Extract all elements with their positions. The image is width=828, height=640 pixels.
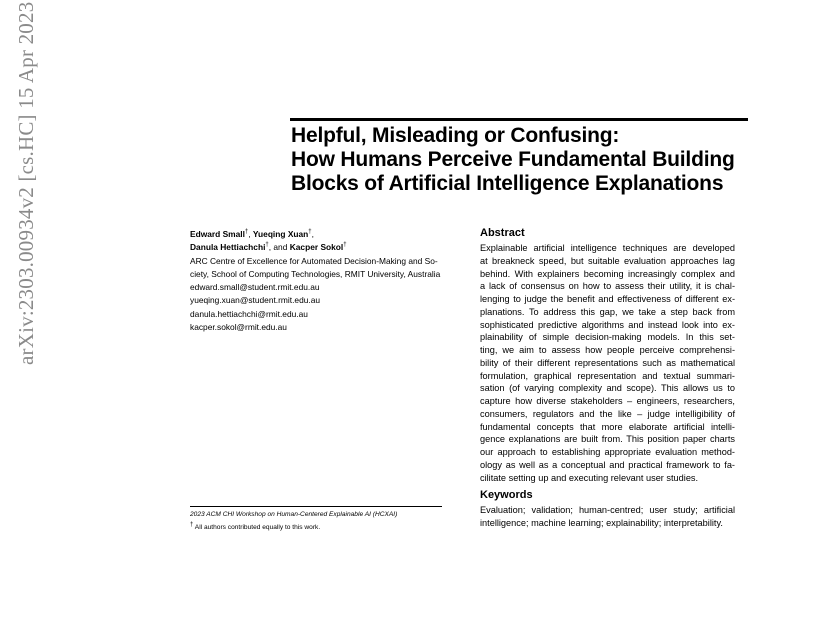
abstract-line: bility of their different representations such as mathematical <box>480 357 735 368</box>
abstract-line: cilitate setting up and executing relevant user studies. <box>480 472 699 483</box>
keywords-body <box>480 504 735 530</box>
author-names-row-2 <box>190 241 452 254</box>
author-name: Edward Small <box>190 229 245 239</box>
abstract-line: consumers, regulators and the like – judge intelligibility of <box>480 408 735 419</box>
author-block <box>190 228 452 334</box>
abstract-line: sophisticated predictive algorithms and instead look into ex- <box>480 319 735 330</box>
author-separator: , and <box>268 242 290 253</box>
paper-title <box>291 124 751 196</box>
abstract-heading: Abstract <box>480 227 525 239</box>
author-email: edward.small@student.rmit.edu.au <box>190 282 320 293</box>
author-email: danula.hettiachchi@rmit.edu.au <box>190 308 308 319</box>
abstract-line: Explainable artificial intelligence techniques are developed <box>480 243 735 253</box>
affiliation-line: ARC Centre of Excellence for Automated Decision-Making and So- <box>190 255 438 266</box>
author-email: yueqing.xuan@student.rmit.edu.au <box>190 295 321 306</box>
abstract-line: our approach to establishing appropriate evaluation method- <box>480 447 735 457</box>
affiliation-line: ciety, School of Computing Technologies, RMIT University, Australia <box>190 268 441 279</box>
keywords-heading: Keywords <box>480 489 533 501</box>
abstract-line: ology as well as a conceptual and practical framework to fa- <box>480 459 735 470</box>
author-names-row-1 <box>190 228 452 241</box>
abstract-line: ting, we aim to assess how people perceive comprehensi- <box>480 345 735 355</box>
equal-contribution-mark: † <box>343 242 347 249</box>
author-name: Kacper Sokol <box>289 242 344 253</box>
footnote-rule <box>190 506 442 507</box>
title-line: How Humans Perceive Fundamental Building <box>291 148 735 171</box>
keywords-line: intelligence; machine learning; explainability; interpretability. <box>480 517 723 528</box>
abstract-line: lenging to judge the benefit and effectiveness of different ex- <box>480 294 735 304</box>
abstract-line: planations. To address this gap, we take a step back from <box>480 306 735 317</box>
title-line: Blocks of Artificial Intelligence Explanations <box>291 172 724 195</box>
equal-contribution-mark: † <box>244 229 249 236</box>
arxiv-identifier: arXiv:2303.00934v2 [cs.HC] 15 Apr 2023 <box>14 1 38 365</box>
abstract-line: a lack of consensus on how to assess their utility, it is chal- <box>480 281 735 292</box>
equal-contribution-note <box>190 522 490 533</box>
abstract-body <box>480 242 735 484</box>
keywords-line: Evaluation; validation; human-centred; user study; artificial <box>480 505 735 515</box>
equal-contribution-mark: † <box>265 242 269 249</box>
contribution-text: All authors contributed equally to this work. <box>193 524 321 531</box>
dagger-mark: † <box>190 521 194 528</box>
footnote <box>190 509 490 533</box>
title-rule <box>290 118 748 121</box>
equal-contribution-mark: † <box>308 229 312 236</box>
venue-note: 2023 ACM CHI Workshop on Human-Centered Explainable AI (HCXAI) <box>190 511 398 518</box>
abstract-line: gence explanations are built from. This position paper charts <box>480 434 735 445</box>
abstract-line: formulation, graphical representation and textual summari- <box>480 370 735 381</box>
author-email: kacper.sokol@rmit.edu.au <box>190 322 287 333</box>
abstract-line: behind. With explainers becoming increasingly complex and <box>480 268 735 279</box>
author-name: Danula Hettiachchi <box>190 242 266 253</box>
author-name: Yueqing Xuan <box>252 229 309 239</box>
abstract-line: fundamental concepts that more elaborate artificial intelli- <box>480 421 735 432</box>
author-separator: , <box>311 229 314 239</box>
abstract-line: capture how diverse stakeholders – engineers, researchers, <box>480 396 735 406</box>
title-line: Helpful, Misleading or Confusing: <box>291 124 620 147</box>
abstract-line: sation (of varying complexity and scope). This allows us to <box>480 383 735 394</box>
abstract-line: plainability of simple decision-making models. In this set- <box>480 332 735 343</box>
abstract-line: at breakneck speed, but suitable evaluation approaches lag <box>480 255 735 266</box>
author-separator: , <box>248 229 253 239</box>
